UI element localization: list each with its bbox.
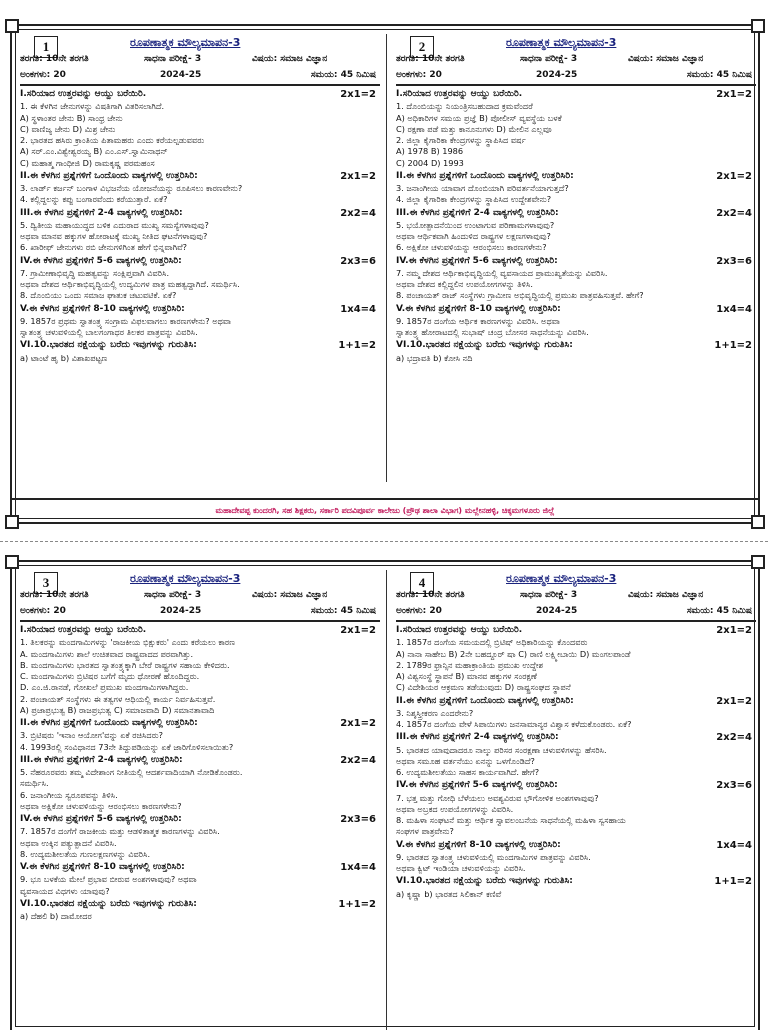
question-line: ಅಥವಾ ಅಬ್ರಕದ ಉಪಯೋಗಗಳನ್ನು ವಿವರಿಸಿ. (396, 803, 514, 814)
section-marks: 2x1=2 (340, 718, 376, 729)
section-heading (396, 208, 756, 219)
question-line: B. ಮಂದಗಾಮಿಗಳು ಭಾರತದ ಸ್ವಾತಂತ್ರ್ಯಕ್ಕಾಗಿ ಬೇರೆ ರಾಷ್ಟ್ರಗಳ ಸಹಾಯ ಕೇಳಿದರು. (20, 659, 230, 670)
subject-label: ವಿಷಯ: ಸಮಾಜ ವಿಜ್ಞಾನ (252, 54, 328, 64)
section-title: II.ಈ ಕೆಳಗಿನ ಪ್ರಶ್ನೆಗಳಿಗೆ ಒಂದೊಂದು ವಾಕ್ಯಗಳಲ್ಲಿ ಉತ್ತರಿಸಿರಿ: (396, 170, 574, 181)
question-line: 3. ಬ್ರಿಟಿಷರು 'ಇನಾಂ ಆಯೋಗ'ವನ್ನು ಏಕೆ ರಚಿಸಿದರು? (20, 730, 163, 741)
section-marks: 2x3=6 (340, 255, 376, 267)
section-heading (396, 696, 756, 707)
paper-title: ರೂಪಣಾತ್ಮಕ ಮೌಲ್ಯಮಾಪನ-3 (506, 36, 617, 49)
question-line: 9. ಭಾರತದ ಸ್ವಾತಂತ್ರ್ಯ ಚಳುವಳಿಯಲ್ಲಿ ಮಂದಗಾಮಿಗಳ ಪಾತ್ರವನ್ನು ವಿವರಿಸಿ. (396, 851, 591, 862)
paper-2 (396, 32, 756, 364)
header-rule (20, 84, 380, 86)
question-line: 6. ಅಕ್ಷಿಕೋ ಚಳುವಳಿಯನ್ನು ಆರಂಭಿಸಲು ಕಾರಣಗಳೇನು? (396, 242, 547, 253)
section-heading (20, 625, 380, 636)
question-line: 1. ತಿಲಕರನ್ನು ಮಂದಗಾಮಿಗಳನ್ನು 'ರಾಜಕೀಯ ಭಿಕ್ಷುಕರು' ಎಂದು ಕರೆಯಲು ಕಾರಣ (20, 637, 236, 648)
class-label: ತರಗತಿ: 10ನೇ ತರಗತಿ (396, 54, 465, 64)
section-title: V.ಈ ಕೆಳಗಿನ ಪ್ರಶ್ನೆಗಳಿಗೆ 8-10 ವಾಕ್ಯಗಳಲ್ಲಿ ಉತ್ತರಿಸಿರಿ: (396, 303, 561, 314)
section-marks: 1x4=4 (716, 303, 752, 315)
class-label: ತರಗತಿ: 10ನೇ ತರಗತಿ (396, 590, 465, 600)
section-title: VI.10.ಭಾರತದ ನಕ್ಷೆಯನ್ನು ಬರೆದು ಇವುಗಳನ್ನು ಗುರುತಿಸಿ: (20, 898, 197, 909)
question-line: C. ಮಂದಗಾಮಿಗಳು ಬ್ರಿಟಿಷರ ಬಗೆಗೆ ಮೃದು ಧೋರಣೆ ಹೊಂದಿದ್ದರು. (20, 671, 200, 681)
question-line: 5. ಭಾರತದ ಯಾವುದಾದರೂ ನಾಲ್ಕು ಪರಿಸರ ಸಂರಕ್ಷಣಾ ಚಳುವಳಿಗಳನ್ನು ಹೆಸರಿಸಿ. (396, 744, 607, 755)
section-title: IV.ಈ ಕೆಳಗಿನ ಪ್ರಶ್ನೆಗಳಿಗೆ 5-6 ವಾಕ್ಯಗಳಲ್ಲಿ ಉತ್ತರಿಸಿರಿ: (20, 814, 182, 824)
section-marks: 2x1=2 (716, 170, 752, 182)
section-title: I.ಸರಿಯಾದ ಉತ್ತರವನ್ನು ಆಯ್ದು ಬರೆಯಿರಿ. (396, 89, 523, 99)
question-line: 6. ಖಾರೀಫ್ ಜೇನುಗಳು ರಬಿ ಜೇನುಗಳಿಗಿಂತ ಹೇಗೆ ಭಿನ್ನವಾಗಿವೆ? (20, 242, 188, 253)
paper-header (396, 568, 756, 616)
question-line: 2. ಭಾರತದ ಹಸಿರು ಕ್ರಾಂತಿಯ ಪಿತಾಮಹರು ಎಂದು ಕರೆಯಲ್ಪಡುವವರು (20, 135, 205, 145)
section-marks: 1+1=2 (714, 340, 752, 352)
question-line: C) ರಕ್ಷಣಾ ಪಡೆ ಮತ್ತು ಕಾನೂನುಗಳು D) ಮೇಲಿನ ಎಲ್ಲವೂ (396, 123, 552, 134)
question-line: a) ಭದ್ರಾವತಿ b) ಕೋಸಿ ನದಿ (396, 352, 473, 363)
section-marks: 1x4=4 (340, 862, 376, 873)
time-label: ಸಮಯ: 45 ನಿಮಿಷ (310, 606, 376, 616)
section-heading (20, 899, 380, 910)
paper-4 (396, 568, 756, 900)
question-line: C) ವಿದೇಶಿಯರ ಆಕ್ರಮಣ ತಡೆಯುವುದು D) ರಾಷ್ಟ್ರಸಂಘದ ಸ್ಥಾಪನೆ (396, 682, 571, 693)
year-label: 2024-25 (160, 606, 202, 616)
question-line: A) 1978 B) 1986 (396, 146, 464, 157)
marks-label: ಅಂಕಗಳು: 20 (396, 606, 442, 616)
year-label: 2024-25 (160, 70, 202, 80)
question-line: A) ವಿಶ್ವಸಂಸ್ಥೆ ಸ್ಥಾಪನೆ B) ಮಾನವ ಹಕ್ಕುಗಳ ಸಂರಕ್ಷಣೆ (396, 671, 537, 681)
section-heading (20, 340, 380, 351)
question-line: 1. 1857ರ ದಂಗೆಯ ಸಮಯದಲ್ಲಿ ಬ್ರಿಟಿಷ್ ಅಧಿಕಾರಿಯನ್ನು ಕೊಂದವರು (396, 637, 588, 648)
question-line: ಸಂಘಗಳ ಪಾತ್ರವೇನು? (396, 826, 454, 837)
section-title: VI.10.ಭಾರತದ ನಕ್ಷೆಯನ್ನು ಬರೆದು ಇವುಗಳನ್ನು ಗುರುತಿಸಿ: (396, 340, 573, 351)
section-marks: 2x1=2 (716, 695, 752, 707)
exam-label: ಸಾಧನಾ ಪರೀಕ್ಷೆ- 3 (144, 54, 202, 64)
question-line: 7. 1857ರ ದಂಗೆಗೆ ರಾಜಕೀಯ ಮತ್ತು ಆಡಳಿತಾತ್ಮಕ ಕಾರಣಗಳನ್ನು ವಿವರಿಸಿ. (20, 826, 220, 837)
question-line: ಅಥವಾ ಆರ್ಥಿಕವಾಗಿ ಹಿಂದುಳಿದ ರಾಷ್ಟ್ರಗಳ ಲಕ್ಷಣಗಳಾವುವು? (396, 231, 551, 241)
section-heading (20, 814, 380, 825)
section-marks: 2x1=2 (716, 625, 752, 636)
page-separator (0, 541, 768, 542)
question-line: 7. ಭತ್ತ ಮತ್ತು ಗೋಧಿ ಬೆಳೆಯಲು ಅವಶ್ಯವಿರುವ ಭೌಗೋಳಿಕ ಅಂಶಗಳಾವುವು? (396, 792, 599, 803)
paper-header (396, 32, 756, 80)
section-title: V.ಈ ಕೆಳಗಿನ ಪ್ರಶ್ನೆಗಳಿಗೆ 8-10 ವಾಕ್ಯಗಳಲ್ಲಿ ಉತ್ತರಿಸಿರಿ: (20, 862, 185, 872)
exam-label: ಸಾಧನಾ ಪರೀಕ್ಷೆ- 3 (520, 54, 578, 64)
subject-label: ವಿಷಯ: ಸಮಾಜ ವಿಜ್ಞಾನ (628, 54, 704, 64)
paper-header (20, 32, 380, 80)
section-marks: 2x3=6 (716, 255, 752, 267)
header-rule (396, 620, 756, 622)
question-line: 3. ಜನಾಂಗೀಯ ಯಾವಾಗ ದೊಂಬಿಯಾಗಿ ಪರಿವರ್ತನೆಯಾಗುತ್ತದೆ? (396, 183, 569, 193)
paper-number: 1 (34, 36, 58, 58)
question-line: 6. ಉದ್ಯಮಶೀಲತೆಯು ಸಾಹಸ ಕಾರ್ಯವಾಗಿದೆ. ಹೇಗೆ? (396, 767, 540, 777)
time-label: ಸಮಯ: 45 ನಿಮಿಷ (686, 606, 752, 616)
question-line: 4. ಜಿಲ್ಲಾ ಕೈಗಾರಿಕಾ ಕೇಂದ್ರಗಳನ್ನು ಸ್ಥಾಪಿಸಿದ ಉದ್ದೇಶವೇನು? (396, 194, 552, 205)
question-line: 1. ಈ ಕೆಳಗಿನ ಜೇನುಗಳನ್ನು ವಿಷತಿಗಾಗಿ ವಿತರಿಸಲಾಗಿದೆ. (20, 101, 165, 112)
section-marks: 1+1=2 (338, 898, 376, 910)
question-line: 6. ಜನಾಂಗೀಯ ಸ್ವರೂಪವನ್ನು ತಿಳಿಸಿ. (20, 789, 118, 800)
question-line: ಸ್ವಾತಂತ್ರ್ಯ ಚಳುವಳಿಯಲ್ಲಿ ಬಾಲಗಂಗಾಧರ ತಿಲಕರ ಪಾತ್ರವನ್ನು ವಿವರಿಸಿ. (20, 327, 198, 337)
section-marks: 1+1=2 (714, 876, 752, 888)
corner-ornament (5, 555, 19, 569)
section-heading (396, 256, 756, 267)
question-line: 8. ಉದ್ಯಮಶೀಲತೆಯ ಗುಣಲಕ್ಷಣಗಳನ್ನು ವಿವರಿಸಿ. (20, 848, 151, 859)
subject-label: ವಿಷಯ: ಸಮಾಜ ವಿಜ್ಞಾನ (252, 590, 328, 600)
section-heading (20, 256, 380, 267)
question-line: 5. ದ್ವಿತೀಯ ಮಹಾಯುದ್ಧದ ಬಳಿಕ ಎದುರಾದ ಮುಖ್ಯ ಸಮಸ್ಯೆಗಳಾವುವು? (20, 219, 209, 230)
section-heading (396, 304, 756, 315)
question-line: a) ಟಾಂಟೆ ಹೃ b) ವಿಶಾಖಪಟ್ಟಣ (20, 352, 108, 363)
question-line: ಅಥವಾ ದೇಶದ ಕಲ್ಲಿದ್ದಲಿನ ಉಪಯೋಗಗಳನ್ನು ತಿಳಿಸಿ. (396, 279, 533, 289)
question-line: 7. ಗ್ರಾಮೀಣಾಭಿವೃದ್ಧಿ ಮಹತ್ವವನ್ನು ಸಂಕ್ಷಿಪ್ತವಾಗಿ ವಿವರಿಸಿ. (20, 267, 170, 278)
question-line: 8. ಪಂಚಾಯತ್ ರಾಜ್ ಸಂಸ್ಥೆಗಳು ಗ್ರಾಮೀಣ ಅಭಿವೃದ್ಧಿಯಲ್ಲಿ ಪ್ರಮುಖ ಪಾತ್ರವಹಿಸುತ್ತವೆ. ಹೇಗೆ? (396, 290, 644, 301)
section-title: IV.ಈ ಕೆಳಗಿನ ಪ್ರಶ್ನೆಗಳಿಗೆ 5-6 ವಾಕ್ಯಗಳಲ್ಲಿ ಉತ್ತರಿಸಿರಿ: (396, 780, 558, 791)
section-marks: 2x3=6 (716, 780, 752, 792)
corner-ornament (5, 515, 19, 529)
exam-label: ಸಾಧನಾ ಪರೀಕ್ಷೆ- 3 (144, 590, 202, 600)
question-line: ಸ್ವಾತಂತ್ರ್ಯ ಹೋರಾಟದಲ್ಲಿ ಸುಭಾಷ್ ಚಂದ್ರ ಬೋಸರ ಸಾಧನೆಯನ್ನು ವಿವರಿಸಿ. (396, 327, 589, 337)
marks-label: ಅಂಕಗಳು: 20 (20, 606, 66, 616)
question-line: 3. ಲಾರ್ಡ್ ಕರ್ಜನ್ ಬಂಗಾಳ ವಿಭಜನೆಯ ಯೋಜನೆಯನ್ನು ರೂಪಿಸಲು ಕಾರಣವೇನು? (20, 183, 243, 193)
paper-title: ರೂಪಣಾತ್ಮಕ ಮೌಲ್ಯಮಾಪನ-3 (130, 572, 241, 585)
section-marks: 2x1=2 (340, 89, 376, 100)
section-heading (396, 780, 756, 791)
section-marks: 2x2=4 (340, 207, 376, 219)
section-title: VI.10.ಭಾರತದ ನಕ್ಷೆಯನ್ನು ಬರೆದು ಇವುಗಳನ್ನು ಗುರುತಿಸಿ: (396, 876, 573, 887)
question-line: ಅಥವಾ ಮಾನವ ಹಕ್ಕುಗಳ ಹೋರಾಟಕ್ಕೆ ಮುಖ್ಯ ನೀತಿದ ಘಟನೆಗಳಾವುವು? (20, 231, 208, 241)
question-line: ಅಥವಾ ಸಮೂಹ ವರ್ತನೆಯು ಏನನ್ನು ಒಳಗೊಂಡಿದೆ? (396, 755, 535, 766)
question-line: A) ನಾನಾ ಸಾಹೇಬ B) 2ನೇ ಬಹದ್ದೂರ್ ಷಾ C) ರಾಣಿ ಲಕ್ಷ್ಮೀಬಾಯಿ D) ಮಂಗಲಪಾಂಡೆ (396, 648, 631, 659)
section-title: I.ಸರಿಯಾದ ಉತ್ತರವನ್ನು ಆಯ್ದು ಬರೆಯಿರಿ. (20, 625, 147, 635)
question-line: 2. ಜಿಲ್ಲಾ ಕೈಗಾರಿಕಾ ಕೇಂದ್ರಗಳನ್ನು ಸ್ಥಾಪಿಸಿದ ವರ್ಷ (396, 135, 526, 145)
section-title: II.ಈ ಕೆಳಗಿನ ಪ್ರಶ್ನೆಗಳಿಗೆ ಒಂದೊಂದು ವಾಕ್ಯಗಳಲ್ಲಿ ಉತ್ತರಿಸಿರಿ: (20, 718, 198, 728)
question-line: A. ಮಂದಗಾಮಿಗಳು ಶಾಲೆ ಉಚಿತವಾದ ರಾಷ್ಟ್ರವಾದದ ಪರವಾಗಿತ್ತು. (20, 648, 194, 659)
question-line: ಅಥವಾ ಅಕ್ಷಿಕೋ ಚಳುವಳಿಯನ್ನು ಆರಂಭಿಸಲು ಕಾರಣಗಳೇನು? (20, 800, 182, 811)
exam-label: ಸಾಧನಾ ಪರೀಕ್ಷೆ- 3 (520, 590, 578, 600)
question-line: a) ಕೃಷ್ಣಾ b) ಭಾರತದ ಸಿಲಿಕಾನ್ ಕಣಿವೆ (396, 888, 502, 899)
year-label: 2024-25 (536, 70, 578, 80)
section-marks: 2x1=2 (716, 89, 752, 100)
section-title: II.ಈ ಕೆಳಗಿನ ಪ್ರಶ್ನೆಗಳಿಗೆ ಒಂದೊಂದು ವಾಕ್ಯಗಳಲ್ಲಿ ಉತ್ತರಿಸಿರಿ: (396, 695, 574, 706)
section-title: V.ಈ ಕೆಳಗಿನ ಪ್ರಶ್ನೆಗಳಿಗೆ 8-10 ವಾಕ್ಯಗಳಲ್ಲಿ ಉತ್ತರಿಸಿರಿ: (20, 303, 185, 314)
question-line: 5. ಭಯೋತ್ಪಾದನೆಯಿಂದ ಉಂಟಾಗುವ ಪರಿಣಾಮಗಳಾವುವು? (396, 219, 555, 230)
question-line: 4. ಕಲ್ಲಿದ್ದಲನ್ನು ಕಪ್ಪು ಬಂಗಾರವೆಂದು ಕರೆಯುತ್ತಾರೆ. ಏಕೆ? (20, 194, 168, 205)
corner-ornament (751, 19, 765, 33)
section-heading (396, 625, 756, 636)
section-marks: 2x1=2 (340, 625, 376, 636)
corner-ornament (5, 19, 19, 33)
section-title: V.ಈ ಕೆಳಗಿನ ಪ್ರಶ್ನೆಗಳಿಗೆ 8-10 ವಾಕ್ಯಗಳಲ್ಲಿ ಉತ್ತರಿಸಿರಿ: (396, 839, 561, 850)
paper-number: 3 (34, 572, 58, 594)
section-heading (396, 340, 756, 351)
section-heading (20, 755, 380, 766)
question-sheet-top (10, 24, 760, 524)
question-line: 1. ದೊಂಬಿಯನ್ನು ನಿಯಂತ್ರಿಸಬಹುದಾದ ಕ್ರಮವೆಂದರೆ (396, 101, 533, 112)
section-marks: 1x4=4 (340, 303, 376, 315)
question-line: A) ಪ್ರಜಾಪ್ರಭುತ್ವ B) ರಾಜಪ್ರಭುತ್ವ C) ಸಮಾಜವಾದಿ D) ಸಮಾನತಾವಾದಿ (20, 704, 215, 715)
paper-title: ರೂಪಣಾತ್ಮಕ ಮೌಲ್ಯಮಾಪನ-3 (506, 572, 617, 585)
paper-title: ರೂಪಣಾತ್ಮಕ ಮೌಲ್ಯಮಾಪನ-3 (130, 36, 241, 49)
section-title: IV.ಈ ಕೆಳಗಿನ ಪ್ರಶ್ನೆಗಳಿಗೆ 5-6 ವಾಕ್ಯಗಳಲ್ಲಿ ಉತ್ತರಿಸಿರಿ: (20, 255, 182, 266)
section-title: I.ಸರಿಯಾದ ಉತ್ತರವನ್ನು ಆಯ್ದು ಬರೆಯಿರಿ. (20, 89, 147, 99)
section-title: III.ಈ ಕೆಳಗಿನ ಪ್ರಶ್ನೆಗಳಿಗೆ 2-4 ವಾಕ್ಯಗಳಲ್ಲಿ ಉತ್ತರಿಸಿರಿ: (396, 732, 559, 743)
section-marks: 1x4=4 (716, 839, 752, 851)
section-heading (396, 840, 756, 851)
corner-ornament (751, 515, 765, 529)
time-label: ಸಮಯ: 45 ನಿಮಿಷ (686, 70, 752, 80)
question-line: ವ್ಯವಸಾಯದ ವಿಧಗಳು ಯಾವುವು? (20, 885, 110, 896)
question-line: 9. ಭೂ ಬಳಕೆಯ ಮೇಲೆ ಪ್ರಭಾವ ಬೀರುವ ಅಂಶಗಳಾವುವು? ಅಥವಾ (20, 874, 197, 885)
section-title: III.ಈ ಕೆಳಗಿನ ಪ್ರಶ್ನೆಗಳಿಗೆ 2-4 ವಾಕ್ಯಗಳಲ್ಲಿ ಉತ್ತರಿಸಿರಿ: (396, 207, 559, 218)
question-line: 8. ದೊಂಬಿಯು ಒಂದು ಸಮಾಜ ಘಾತುಕ ಚಟುವಟಿಕೆ. ಏಕೆ? (20, 290, 177, 301)
question-line: ಅಥವಾ ದೇಶದ ಆರ್ಥಿಕಾಭಿವೃದ್ಧಿಯಲ್ಲಿ ಉದ್ಯಮಿಗಳ ಪಾತ್ರ ಮಹತ್ವದ್ದಾಗಿದೆ. ಸಮರ್ಥಿಸಿ. (20, 279, 240, 289)
question-line: 9. 1857ರ ದಂಗೆಯ ಆರ್ಥಿಕ ಕಾರಣಗಳನ್ನು ವಿವರಿಸಿ. ಅಥವಾ (396, 315, 560, 326)
header-rule (396, 84, 756, 86)
section-heading (396, 732, 756, 743)
section-title: I.ಸರಿಯಾದ ಉತ್ತರವನ್ನು ಆಯ್ದು ಬರೆಯಿರಿ. (396, 625, 523, 635)
question-line: 5. ನೆಹರೂರವರು ತಮ್ಮ ವಿದೇಶಾಂಗ ನೀತಿಯಲ್ಲಿ ಆದರ್ಶವಾದಿಯಾಗಿ ನೋಡಿಕೊಂಡರು. (20, 767, 243, 777)
section-title: IV.ಈ ಕೆಳಗಿನ ಪ್ರಶ್ನೆಗಳಿಗೆ 5-6 ವಾಕ್ಯಗಳಲ್ಲಿ ಉತ್ತರಿಸಿರಿ: (396, 255, 558, 266)
question-sheet-bottom (10, 560, 760, 1030)
column-divider (386, 34, 387, 482)
paper-3 (20, 568, 380, 922)
question-line: C) 2004 D) 1993 (396, 157, 464, 168)
column-divider (386, 570, 387, 1030)
author-footer: ಮಹಾದೇವಪ್ಪ ಕುಂದರಗಿ, ಸಹ ಶಿಕ್ಷಕರು, ಸರ್ಕಾರಿ ಪದವಿಪೂರ್ವ ಕಾಲೇಜು (ಪ್ರೌಢ ಶಾಲಾ ವಿಭಾಗ) ಮಲ್ಲೇನಹಳ್ಳಿ, ಚಿಕ್ಕಮಗಳೂರು ಜಿಲ್ಲೆ (12, 498, 758, 516)
question-line: a) ದೆಹಲಿ b) ದಾಮೋದರ (20, 911, 92, 921)
class-label: ತರಗತಿ: 10ನೇ ತರಗತಿ (20, 54, 89, 64)
section-heading (20, 171, 380, 182)
section-marks: 2x2=4 (340, 754, 376, 766)
section-marks: 2x3=6 (340, 814, 376, 825)
question-line: D. ಎಂ.ಜಿ.ರಾನಡೆ, ಗೋಖಲೆ ಪ್ರಮುಖ ಮಂದಗಾಮಿಗಳಾಗಿದ್ದರು. (20, 682, 189, 693)
question-line: 7. ನಮ್ಮ ದೇಶದ ಆರ್ಥಿಕಾಭಿವೃದ್ಧಿಯಲ್ಲಿ ವ್ಯವಸಾಯದ ಪ್ರಾಮುಖ್ಯತೆಯನ್ನು ವಿವರಿಸಿ. (396, 267, 608, 278)
question-line: A) ಸರ್.ಎಂ.ವಿಶ್ವೇಶ್ವರಯ್ಯ B) ಎಂ.ಎಸ್.ಸ್ವಾಮಿನಾಥನ್ (20, 146, 168, 157)
question-line: ಅಥವಾ ಕ್ವಿಟ್ ಇಂಡಿಯಾ ಚಳುವಳಿಯನ್ನು ವಿವರಿಸಿ. (396, 863, 526, 873)
question-line: C) ಮಹಾತ್ಮ ಗಾಂಧೀಜಿ D) ರಾಮಕೃಷ್ಣ ಪರಮಹಂಸ (20, 157, 155, 168)
section-heading (20, 304, 380, 315)
question-line: A) ಸ್ಥಳಾಂತರ ಜೇನು B) ಸಾಂಧ್ರ ಜೇನು (20, 112, 123, 123)
subject-label: ವಿಷಯ: ಸಮಾಜ ವಿಜ್ಞಾನ (628, 590, 704, 600)
marks-label: ಅಂಕಗಳು: 20 (20, 70, 66, 80)
question-line: 2. 1789ರ ಫ್ರಾನ್ಸಿನ ಮಹಾಕ್ರಾಂತಿಯ ಪ್ರಮುಖ ಉದ್ದೇಶ (396, 659, 544, 670)
paper-number: 4 (410, 572, 434, 594)
section-title: II.ಈ ಕೆಳಗಿನ ಪ್ರಶ್ನೆಗಳಿಗೆ ಒಂದೊಂದು ವಾಕ್ಯಗಳಲ್ಲಿ ಉತ್ತರಿಸಿರಿ: (20, 170, 198, 181)
header-rule (20, 620, 380, 622)
section-marks: 2x1=2 (340, 170, 376, 182)
section-marks: 1+1=2 (338, 340, 376, 352)
question-line: 4. 1857ರ ದಂಗೆಯ ವೇಳೆ ಸಿಪಾಯಿಗಳು ಜನಸಾಮಾನ್ಯರ ವಿಶ್ವಾಸ ಕಳೆದುಕೊಂಡರು. ಏಕೆ? (396, 719, 632, 729)
question-line: C) ವಾಣಿಜ್ಯ ಜೇನು D) ಮಿಶ್ರ ಜೇನು (20, 123, 116, 134)
section-title: III.ಈ ಕೆಳಗಿನ ಪ್ರಶ್ನೆಗಳಿಗೆ 2-4 ವಾಕ್ಯಗಳಲ್ಲಿ ಉತ್ತರಿಸಿರಿ: (20, 207, 183, 218)
section-heading (20, 89, 380, 100)
marks-label: ಅಂಕಗಳು: 20 (396, 70, 442, 80)
section-heading (396, 876, 756, 887)
section-marks: 2x2=4 (716, 207, 752, 219)
question-line: ಸಮರ್ಥಿಸಿ. (20, 778, 49, 789)
question-line: 9. 1857ರ ಪ್ರಥಮ ಸ್ವಾತಂತ್ರ್ಯ ಸಂಗ್ರಾಮ ವಿಫಲವಾಗಲು ಕಾರಣಗಳೇನು? ಅಥವಾ (20, 315, 232, 326)
section-heading (396, 89, 756, 100)
section-title: III.ಈ ಕೆಳಗಿನ ಪ್ರಶ್ನೆಗಳಿಗೆ 2-4 ವಾಕ್ಯಗಳಲ್ಲಿ ಉತ್ತರಿಸಿರಿ: (20, 754, 183, 765)
paper-1 (20, 32, 380, 364)
section-heading (396, 171, 756, 182)
question-line: ಅಥವಾ ಉಕ್ಕಿನ ಪತ್ಯುತ್ಪಾದನೆ ವಿವರಿಸಿ. (20, 837, 117, 848)
section-heading (20, 208, 380, 219)
question-line: 2. ಪಂಚಾಯತ್ ಸಂಸ್ಥೆಗಳು ಈ ತತ್ವಗಳ ಆಧಿಯಲ್ಲಿ ಕಾರ್ಯ ನಿರ್ವಹಿಸುತ್ತವೆ. (20, 693, 216, 704)
class-label: ತರಗತಿ: 10ನೇ ತರಗತಿ (20, 590, 89, 600)
year-label: 2024-25 (536, 606, 578, 616)
paper-number: 2 (410, 36, 434, 58)
question-line: 8. ಮಹಿಳಾ ಸಂಘಟನೆ ಮತ್ತು ಆರ್ಥಿಕ ಸ್ವಾವಲಂಬನೆಯ ಸಾಧನೆಯಲ್ಲಿ ಮಹಿಳಾ ಸ್ವಸಹಾಯ (396, 815, 626, 825)
section-title: VI.10.ಭಾರತದ ನಕ್ಷೆಯನ್ನು ಬರೆದು ಇವುಗಳನ್ನು ಗುರುತಿಸಿ: (20, 340, 197, 351)
question-line: A) ಅಧಿಕಾರಿಗಳ ಸಮಯ ಪ್ರಜ್ಞೆ B) ಪೋಲೀಸ್ ವ್ಯವಸ್ಥೆಯ ಬಳಕೆ (396, 112, 562, 123)
question-line: 4. 1993ರಲ್ಲಿ ಸಂವಿಧಾನದ 73ನೇ ತಿದ್ದುಪಡಿಯನ್ನು ಏಕೆ ಜಾರಿಗೊಳಿಸಲಾಯಿತು? (20, 741, 234, 752)
section-heading (20, 718, 380, 729)
corner-ornament (751, 555, 765, 569)
paper-header (20, 568, 380, 616)
section-marks: 2x2=4 (716, 732, 752, 744)
question-line: 3. ನಿಶ್ಶಸ್ತ್ರೀಕರಣ ಎಂದರೇನು? (396, 707, 474, 718)
time-label: ಸಮಯ: 45 ನಿಮಿಷ (310, 70, 376, 80)
section-heading (20, 862, 380, 873)
